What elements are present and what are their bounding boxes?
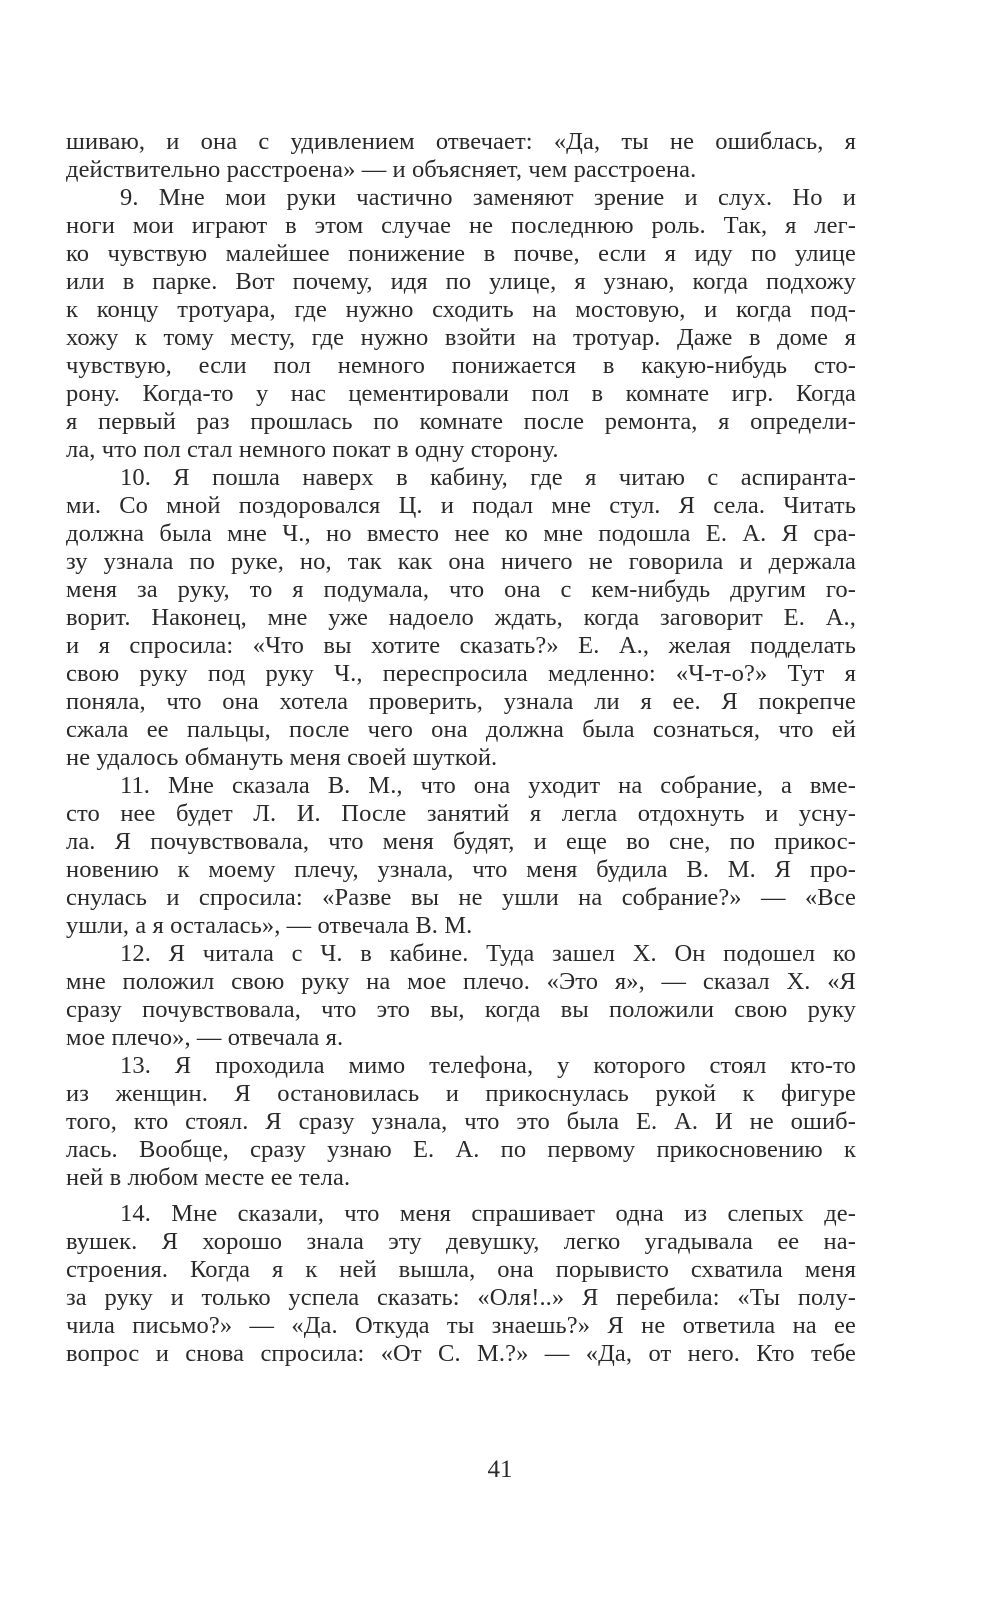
text-line: хожу к тому месту, где нужно взойти на тротуар. Даже в доме я xyxy=(66,324,856,351)
paragraph-item-9 xyxy=(66,184,856,464)
text-line: вопрос и снова спросила: «От С. М.?» — «Да, от него. Кто тебе xyxy=(66,1340,856,1367)
text-line: 13. Я проходила мимо телефона, у которого стоял кто-то xyxy=(120,1052,856,1079)
text-line: чила письмо?» — «Да. Откуда ты знаешь?» Я не ответила на ее xyxy=(66,1312,856,1339)
text-line: ко чувствую малейшее понижение в почве, если я иду по улице xyxy=(66,240,856,267)
text-line: снулась и спросила: «Разве вы не ушли на собрание?» — «Все xyxy=(66,884,856,911)
text-line: сразу почувствовала, что это вы, когда вы положили свою руку xyxy=(66,996,856,1023)
text-line: ноги мои играют в этом случае не последнюю роль. Так, я лег- xyxy=(66,212,856,239)
text-line: 14. Мне сказали, что меня спрашивает одна из слепых де- xyxy=(120,1200,856,1227)
text-line: поняла, что она хотела проверить, узнала ли я ее. Я покрепче xyxy=(66,688,856,715)
text-line: я первый раз прошлась по комнате после ремонта, я определи- xyxy=(66,408,856,435)
text-line: рону. Когда-то у нас цементировали пол в комнате игр. Когда xyxy=(66,380,856,407)
text-line: лась. Вообще, сразу узнаю Е. А. по первому прикосновению к xyxy=(66,1136,856,1163)
text-line: 12. Я читала с Ч. в кабине. Туда зашел Х. Он подошел ко xyxy=(120,940,856,967)
text-line: сто нее будет Л. И. После занятий я легла отдохнуть и усну- xyxy=(66,800,856,827)
text-line: 11. Мне сказала В. М., что она уходит на собрание, а вме- xyxy=(120,772,856,799)
text-line: свою руку под руку Ч., переспросила медленно: «Ч-т-о?» Тут я xyxy=(66,660,856,687)
text-line: за руку и только успела сказать: «Оля!..» Я перебила: «Ты полу- xyxy=(66,1284,856,1311)
text-line: новению к моему плечу, узнала, что меня будила В. М. Я про- xyxy=(66,856,856,883)
paragraph-item-13 xyxy=(66,1052,856,1192)
text-line: зу узнала по руке, но, так как она ничего не говорила и держала xyxy=(66,548,856,575)
text-line: 9. Мне мои руки частично заменяют зрение и слух. Но и xyxy=(120,184,856,211)
text-line: должна была мне Ч., но вместо нее ко мне подошла Е. А. Я сра- xyxy=(66,520,856,547)
page-number: 41 xyxy=(487,1456,513,1483)
text-line: или в парке. Вот почему, идя по улице, я узнаю, когда подхожу xyxy=(66,268,856,295)
text-line: ворит. Наконец, мне уже надоело ждать, когда заговорит Е. А., xyxy=(66,604,856,631)
text-line: меня за руку, то я подумала, что она с кем-нибудь другим го- xyxy=(66,576,856,603)
paragraph-item-12 xyxy=(66,940,856,1052)
body-text xyxy=(66,128,856,1368)
text-line: ушли, а я осталась», — отвечала В. М. xyxy=(66,912,473,939)
text-line: сжала ее пальцы, после чего она должна была сознаться, что ей xyxy=(66,716,856,743)
text-line: мое плечо», — отвечала я. xyxy=(66,1024,344,1051)
text-line: строения. Когда я к ней вышла, она порывисто схватила меня xyxy=(66,1256,856,1283)
text-line: мне положил свою руку на мое плечо. «Это я», — сказал Х. «Я xyxy=(66,968,856,995)
text-line: ней в любом месте ее тела. xyxy=(66,1164,351,1191)
text-line: ми. Со мной поздоровался Ц. и подал мне стул. Я села. Читать xyxy=(66,492,856,519)
text-line: не удалось обмануть меня своей шуткой. xyxy=(66,744,498,771)
text-line: к концу тротуара, где нужно сходить на мостовую, и когда под- xyxy=(66,296,856,323)
text-line: ла, что пол стал немного покат в одну сторону. xyxy=(66,436,559,463)
text-line: ла. Я почувствовала, что меня будят, и еще во сне, по прикос- xyxy=(66,828,856,855)
text-line: и я спросила: «Что вы хотите сказать?» Е. А., желая подделать xyxy=(66,632,856,659)
paragraph-item-10 xyxy=(66,464,856,772)
paragraph xyxy=(66,128,856,184)
text-line: 10. Я пошла наверх в кабину, где я читаю с аспиранта- xyxy=(120,464,856,491)
paragraph-item-14 xyxy=(66,1200,856,1368)
text-line: чувствую, если пол немного понижается в какую-нибудь сто- xyxy=(66,352,856,379)
text-line: шиваю, и она с удивлением отвечает: «Да, ты не ошиблась, я xyxy=(66,128,856,155)
text-line: из женщин. Я остановилась и прикоснулась рукой к фигуре xyxy=(66,1080,856,1107)
text-line: того, кто стоял. Я сразу узнала, что это была Е. А. И не ошиб- xyxy=(66,1108,856,1135)
text-line: вушек. Я хорошо знала эту девушку, легко угадывала ее на- xyxy=(66,1228,856,1255)
text-line: действительно расстроена» — и объясняет, чем расстроена. xyxy=(66,156,697,183)
paragraph-item-11 xyxy=(66,772,856,940)
